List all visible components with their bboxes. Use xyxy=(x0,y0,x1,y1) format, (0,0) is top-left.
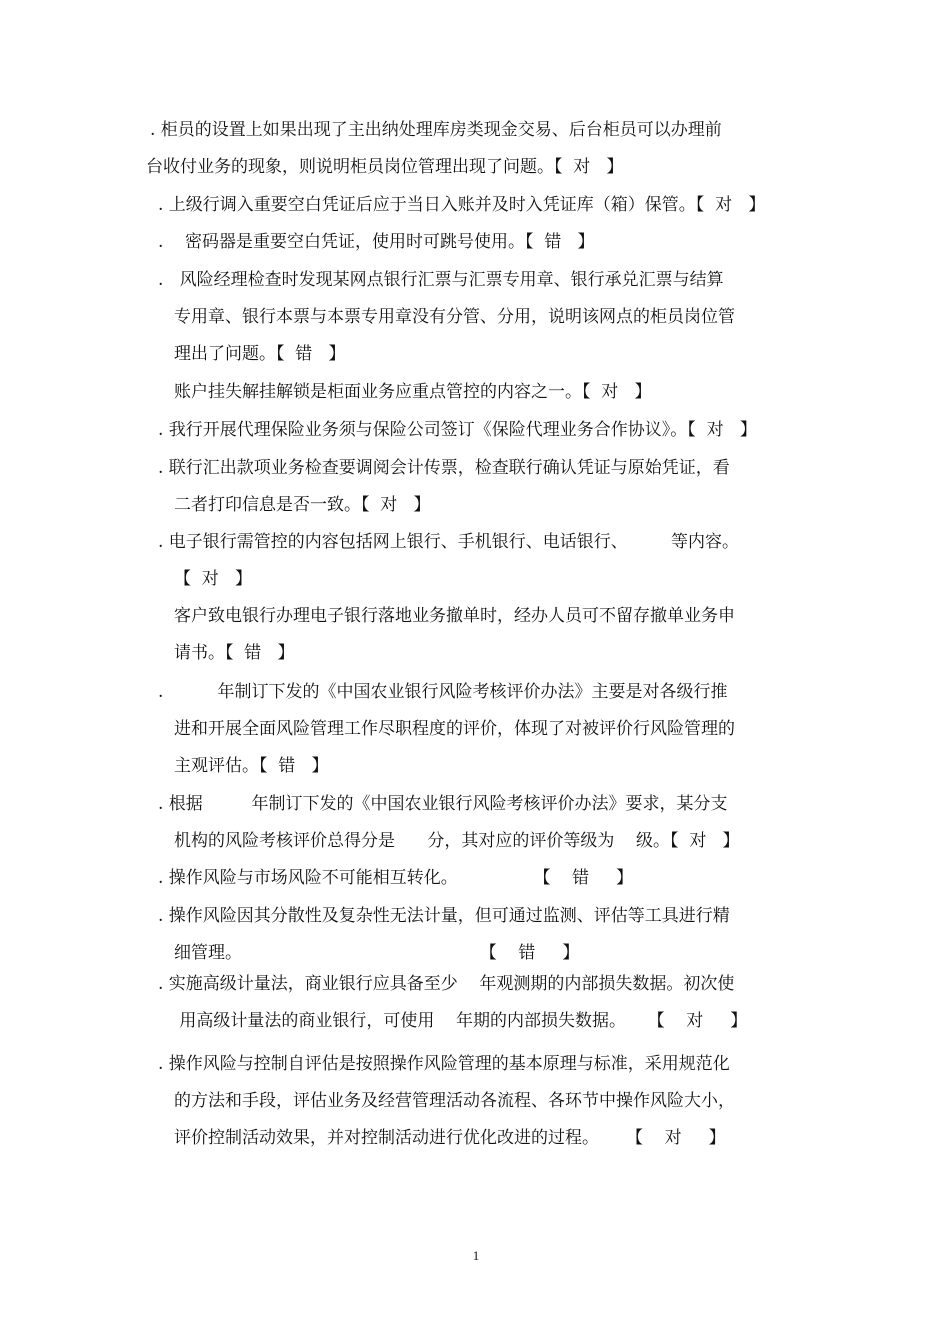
item-6-line-1: . 我行开展代理保险业务须与保险公司签订《保险代理业务合作协议》。【 对 】 xyxy=(158,420,757,440)
item-7 xyxy=(158,450,730,524)
item-7-line-1: . 联行汇出款项业务检查要调阅会计传票，检查联行确认凭证与原始凭证，看 xyxy=(158,458,730,478)
item-4-line-2: 专用章、银行本票与本票专用章没有分管、分用，说明该网点的柜员岗位管 xyxy=(174,307,735,327)
item-2 xyxy=(158,187,765,224)
page-number: 1 xyxy=(472,1248,480,1263)
item-9 xyxy=(174,598,735,672)
item-13-line-2: 细管理。 【 错 】 xyxy=(174,943,580,963)
item-15-line-3: 评价控制活动效果，并对控制活动进行优化改进的过程。 【 对 】 xyxy=(174,1128,726,1148)
item-2-line-1: . 上级行调入重要空白凭证后应于当日入账并及时入凭证库（箱）保管。【 对 】 xyxy=(158,195,766,215)
item-14-line-2: 用高级计量法的商业银行，可使用 年期的内部损失数据。 【 对 】 xyxy=(174,1011,748,1031)
item-1 xyxy=(146,112,722,186)
item-11 xyxy=(158,786,740,860)
item-15-line-1: . 操作风险与控制自评估是按照操作风险管理的基本原理与标准，采用规范化 xyxy=(158,1054,730,1074)
item-11-line-1: . 根据 年制订下发的《中国农业银行风险考核评价办法》要求，某分支 xyxy=(158,794,728,814)
item-10-line-2: 进和开展全面风险管理工作尽职程度的评价，体现了对被评价行风险管理的 xyxy=(174,719,735,739)
item-9-line-2: 请书。【 错 】 xyxy=(174,643,295,663)
item-15 xyxy=(158,1046,735,1157)
item-14-line-1: . 实施高级计量法，商业银行应具备至少 年观测期的内部损失数据。初次使 xyxy=(158,974,735,994)
item-11-line-2: 机构的风险考核评价总得分是 分，其对应的评价等级为 级。【 对 】 xyxy=(174,831,740,851)
item-5-line-1: 账户挂失解挂解锁是柜面业务应重点管控的内容之一。【 对 】 xyxy=(174,382,652,402)
item-1-line-2: 台收付业务的现象，则说明柜员岗位管理出现了问题。【 对 】 xyxy=(146,157,624,177)
item-6 xyxy=(158,412,757,449)
item-4 xyxy=(158,262,735,373)
item-10-line-1: . 年制订下发的《中国农业银行风险考核评价办法》主要是对各级行推 xyxy=(158,682,728,702)
item-14 xyxy=(158,966,747,1040)
item-12 xyxy=(158,860,633,897)
item-10 xyxy=(158,674,735,785)
item-13-line-1: . 操作风险因其分散性及复杂性无法计量，但可通过监测、评估等工具进行精 xyxy=(158,906,730,926)
item-15-line-2: 的方法和手段，评估业务及经营管理活动各流程、各环节中操作风险大小， xyxy=(174,1091,735,1111)
item-4-line-3: 理出了问题。【 错 】 xyxy=(174,344,346,364)
item-3-line-1: . 密码器是重要空白凭证，使用时可跳号使用。【 错 】 xyxy=(158,232,595,252)
item-7-line-2: 二者打印信息是否一致。【 对 】 xyxy=(174,495,431,515)
item-3 xyxy=(158,224,595,261)
item-9-line-1: 客户致电银行办理电子银行落地业务撤单时，经办人员可不留存撤单业务申 xyxy=(174,606,735,626)
item-10-line-3: 主观评估。【 错 】 xyxy=(174,756,329,776)
item-13 xyxy=(158,898,730,972)
item-4-line-1: . 风险经理检查时发现某网点银行汇票与汇票专用章、银行承兑汇票与结算 xyxy=(158,270,724,290)
item-12-line-1: . 操作风险与市场风险不可能相互转化。 【 错 】 xyxy=(158,868,634,888)
item-8-line-2: 【 对 】 xyxy=(174,569,253,589)
item-1-line-1: . 柜员的设置上如果出现了主出纳处理库房类现金交易、后台柜员可以办理前 xyxy=(150,120,722,140)
item-5 xyxy=(174,374,652,411)
item-8-line-1: . 电子银行需管控的内容包括网上银行、手机银行、电话银行、 等内容。 xyxy=(158,532,740,552)
item-8 xyxy=(158,524,739,598)
